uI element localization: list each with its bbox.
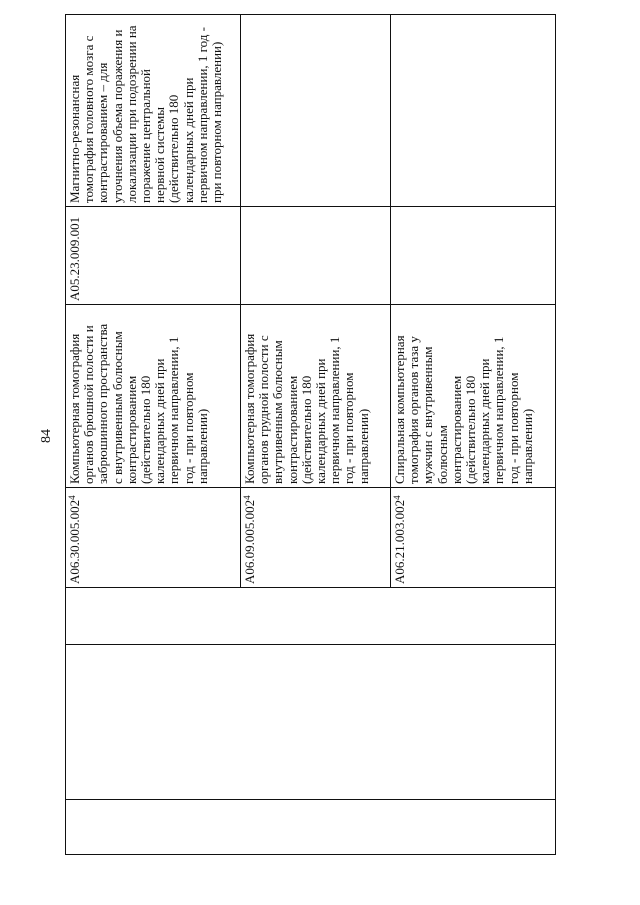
service-code: A06.09.005.002 [242,499,257,584]
footnote-marker: 4 [67,495,77,500]
service-code: A06.30.005.002 [67,499,82,584]
merged-empty-cell [66,645,556,800]
alternative-code-cell: A05.23.009.001 [66,207,241,305]
page-number: 84 [39,429,54,443]
table-row [66,15,241,855]
service-name-cell: Компьютерная томография органов брюшной полости и забрюшинного пространства с внутривенным болюсным контрастированием (действительно 180 календарных дней при первичном направлении, 1 год - при повторном направлении) [66,305,241,488]
service-code-cell [241,488,391,588]
service-code: A06.21.003.002 [392,499,407,584]
merged-empty-cell [66,800,556,855]
service-name-cell: Спиральная компьютерная томография органов таза у мужчин с внутривенным болюсным контрастированием (действительно 180 календарных дней при первичном направлении, 1 год - при повторном направлении) [391,305,556,488]
alternative-code-cell [241,207,391,305]
footnote-marker: 4 [242,495,252,500]
alternative-code-cell [391,207,556,305]
service-code-cell [391,488,556,588]
services-table [65,14,556,855]
merged-empty-cell [66,588,556,645]
service-name-cell: Компьютерная томография органов грудной полости с внутривенным болюсным контрастированием (действительно 180 календарных дней при первичном направлении, 1 год - при повторном направлении) [241,305,391,488]
alternative-service-cell: Магнитно-резонансная томография головного мозга с контрастированием – для уточнения объема поражения и локализации при подозрении на поражение центральной нервной системы (действительно 180 календарных дней при первичном направлении, 1 год - при повторном направлении) [66,15,241,207]
alternative-service-cell [241,15,391,207]
footnote-marker: 4 [392,495,402,500]
alternative-service-cell [391,15,556,207]
service-code-cell [66,488,241,588]
